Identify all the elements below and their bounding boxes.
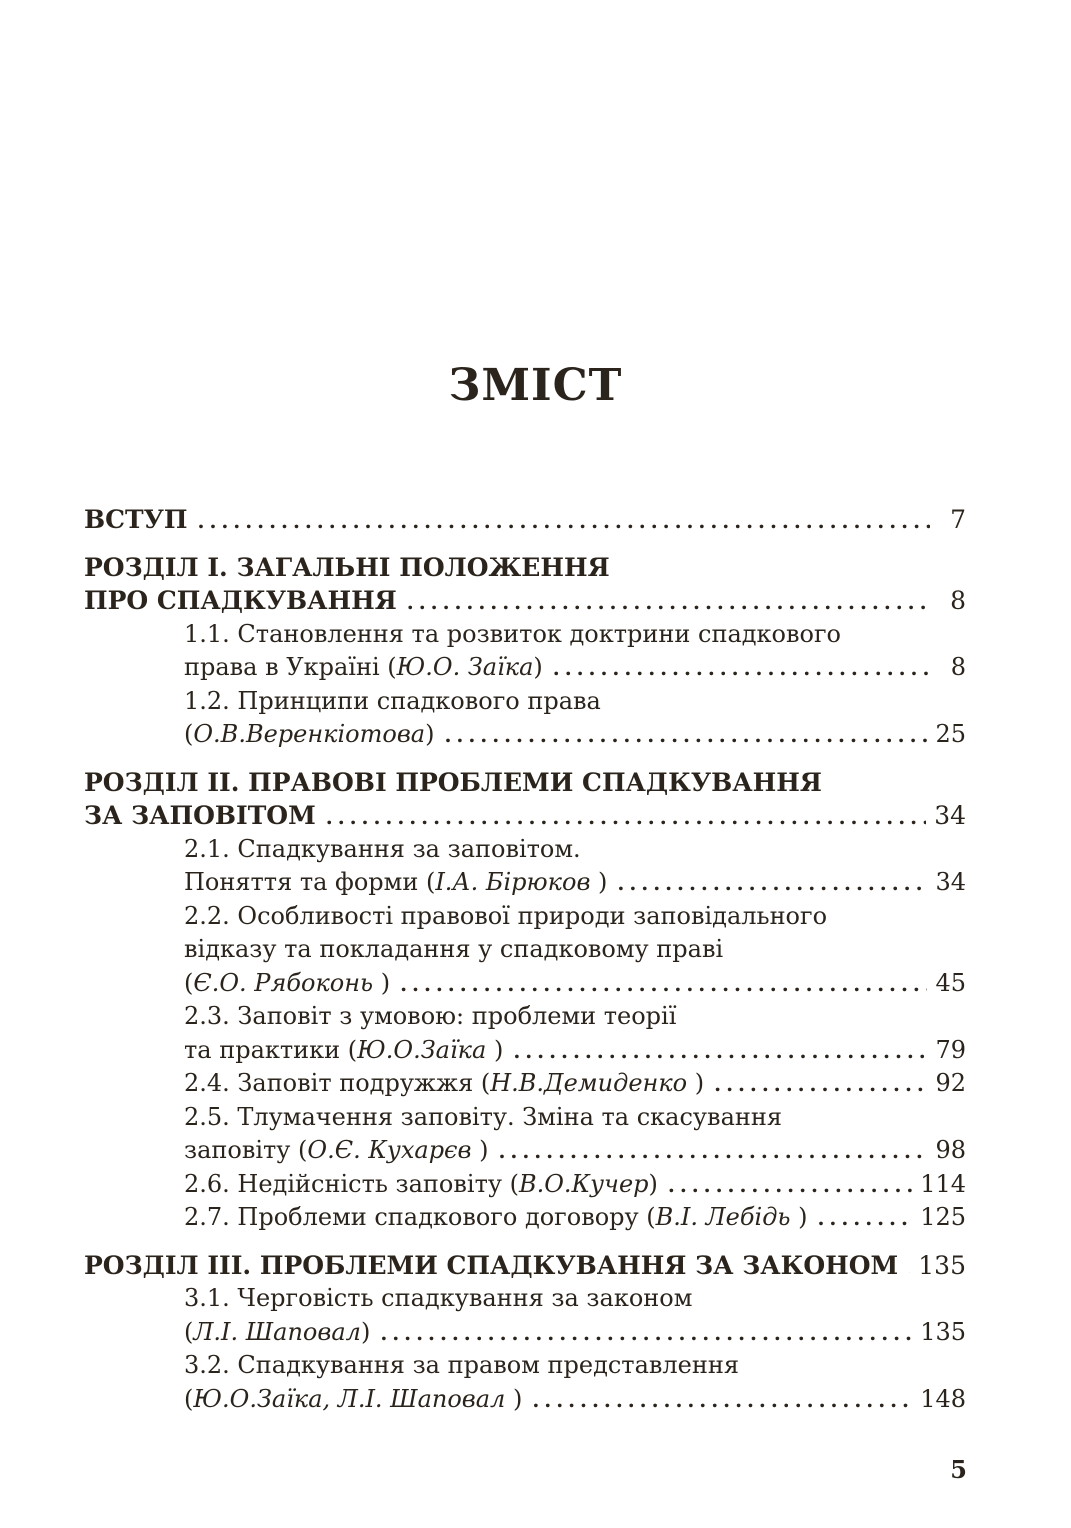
toc-entry-label: 1.1. Становлення та розвиток доктрини спадкового bbox=[184, 619, 841, 648]
toc-entry-label: 2.5. Тлумачення заповіту. Зміна та скасування bbox=[184, 1102, 783, 1131]
toc-subentry-text bbox=[84, 900, 966, 934]
dot-leader bbox=[326, 799, 926, 833]
toc-entry-2-1[interactable] bbox=[84, 866, 966, 900]
toc-entry-label: РОЗДІЛ ІІ. ПРАВОВІ ПРОБЛЕМИ СПАДКУВАННЯ bbox=[84, 767, 822, 797]
page-number: 5 bbox=[950, 1455, 967, 1484]
toc-subentry-text bbox=[84, 933, 966, 967]
dot-leader bbox=[400, 967, 927, 1001]
author-name: Л.І. Шаповал bbox=[193, 1317, 361, 1346]
toc-entry-label: (Л.І. Шаповал) bbox=[184, 1317, 371, 1346]
toc-entry-label: ВСТУП bbox=[84, 505, 188, 534]
toc-entry-label: 2.4. Заповіт подружжя (Н.В.Демиденко ) bbox=[184, 1069, 705, 1097]
toc-page-number: 45 bbox=[935, 968, 966, 997]
dot-leader bbox=[908, 1249, 910, 1283]
toc-page-number: 98 bbox=[935, 1136, 966, 1164]
toc-page-number: 135 bbox=[918, 1250, 966, 1280]
author-name: Ю.О.Заїка bbox=[357, 1035, 487, 1064]
dot-leader bbox=[617, 866, 927, 900]
toc-entry-label: РОЗДІЛ ІІІ. ПРОБЛЕМИ СПАДКУВАННЯ ЗА ЗАКОНОМ bbox=[84, 1250, 899, 1280]
toc-entry-3-1[interactable] bbox=[84, 1316, 966, 1350]
dot-leader bbox=[407, 584, 930, 618]
toc-page-number: 125 bbox=[920, 1203, 966, 1231]
toc-entry-label: 2.7. Проблеми спадкового договору (В.І. Лебідь ) bbox=[184, 1203, 808, 1231]
author-name: Ю.О. Заїка bbox=[396, 653, 534, 681]
toc-entry-label: заповіту (О.Є. Кухарєв ) bbox=[184, 1136, 489, 1164]
toc-entry-label: 2.1. Спадкування за заповітом. bbox=[184, 834, 581, 863]
toc-entry-intro[interactable] bbox=[84, 503, 966, 537]
toc-section-heading bbox=[84, 551, 966, 585]
toc-entry-1-2[interactable] bbox=[84, 718, 966, 752]
toc-entry-section-2[interactable] bbox=[84, 799, 966, 833]
toc-page-number: 34 bbox=[934, 801, 966, 830]
toc-subentry-text bbox=[84, 1282, 966, 1316]
dot-leader bbox=[532, 1383, 912, 1417]
toc-page-number: 114 bbox=[920, 1169, 966, 1198]
toc-entry-label: та практики (Ю.О.Заїка ) bbox=[184, 1035, 504, 1064]
toc-entry-label: відказу та покладання у спадковому праві bbox=[184, 935, 724, 963]
toc-entry-section-1[interactable] bbox=[84, 584, 966, 618]
toc-subentry-text bbox=[84, 1349, 966, 1383]
toc-page-number: 25 bbox=[935, 720, 966, 748]
toc-page-number: 148 bbox=[920, 1384, 966, 1413]
toc-entry-label: (Є.О. Рябоконь ) bbox=[184, 968, 391, 997]
toc-entry-1-1[interactable] bbox=[84, 651, 966, 685]
toc-entry-label: права в Україні (Ю.О. Заїка) bbox=[184, 653, 543, 681]
toc-entry-label: 2.2. Особливості правової природи заповідального bbox=[184, 901, 828, 930]
toc-entry-2-4[interactable] bbox=[84, 1067, 966, 1101]
dot-leader bbox=[668, 1168, 912, 1202]
toc-subentry-text bbox=[84, 833, 966, 867]
toc-page-number: 92 bbox=[935, 1069, 966, 1097]
dot-leader bbox=[513, 1034, 927, 1068]
toc-entry-label: (О.В.Веренкіотова) bbox=[184, 720, 435, 748]
author-name: В.О.Кучер bbox=[518, 1169, 649, 1198]
toc-entry-label: 2.6. Недійсність заповіту (В.О.Кучер) bbox=[184, 1169, 658, 1198]
toc-entry-2-7[interactable] bbox=[84, 1201, 966, 1235]
toc-subentry-text bbox=[84, 1000, 966, 1034]
dot-leader bbox=[817, 1201, 912, 1235]
toc-subentry-text bbox=[84, 685, 966, 719]
dot-leader bbox=[498, 1134, 927, 1168]
page-title: ЗМІСТ bbox=[448, 360, 623, 411]
toc-page-number: 79 bbox=[935, 1035, 966, 1064]
toc-entry-label: РОЗДІЛ І. ЗАГАЛЬНІ ПОЛОЖЕННЯ bbox=[84, 552, 610, 582]
toc-section-heading bbox=[84, 766, 966, 800]
toc-subentry-text bbox=[84, 1101, 966, 1135]
toc-entry-label: 2.3. Заповіт з умовою: проблеми теорії bbox=[184, 1002, 677, 1030]
toc-entry-2-3[interactable] bbox=[84, 1034, 966, 1068]
toc-entry-2-6[interactable] bbox=[84, 1168, 966, 1202]
toc-entry-3-2[interactable] bbox=[84, 1383, 966, 1417]
toc-page-number: 7 bbox=[950, 505, 966, 534]
author-name: Є.О. Рябоконь bbox=[193, 968, 374, 997]
toc-entry-2-5[interactable] bbox=[84, 1134, 966, 1168]
dot-leader bbox=[553, 651, 930, 685]
author-name: О.Є. Кухарєв bbox=[307, 1136, 472, 1164]
toc-entry-label: 1.2. Принципи спадкового права bbox=[184, 686, 601, 715]
toc-entry-label: Поняття та форми (І.А. Бірюков ) bbox=[184, 868, 608, 896]
toc-entry-label: (Ю.О.Заїка, Л.І. Шаповал ) bbox=[184, 1384, 523, 1413]
dot-leader bbox=[198, 503, 930, 537]
author-name: Н.В.Демиденко bbox=[490, 1069, 688, 1097]
toc-entry-label: ЗА ЗАПОВІТОМ bbox=[84, 801, 316, 830]
toc-page-number: 135 bbox=[920, 1317, 966, 1346]
dot-leader bbox=[380, 1316, 912, 1350]
toc-entry-label: 3.2. Спадкування за правом представлення bbox=[184, 1351, 739, 1379]
dot-leader bbox=[714, 1067, 927, 1101]
toc-entry-label: ПРО СПАДКУВАННЯ bbox=[84, 586, 397, 615]
toc-entry-section-3[interactable] bbox=[84, 1249, 966, 1283]
author-name: Ю.О.Заїка, Л.І. Шаповал bbox=[193, 1384, 506, 1413]
toc-subentry-text bbox=[84, 618, 966, 652]
toc-entry-2-2[interactable] bbox=[84, 967, 966, 1001]
toc-entry-label: 3.1. Черговість спадкування за законом bbox=[184, 1284, 693, 1312]
toc-page-number: 8 bbox=[950, 653, 966, 681]
author-name: В.І. Лебідь bbox=[655, 1203, 791, 1231]
table-of-contents bbox=[84, 503, 966, 1416]
toc-page-number: 34 bbox=[935, 868, 966, 896]
author-name: І.А. Бірюков bbox=[435, 868, 591, 896]
dot-leader bbox=[444, 718, 927, 752]
toc-page-number: 8 bbox=[950, 586, 966, 615]
author-name: О.В.Веренкіотова bbox=[193, 720, 426, 748]
